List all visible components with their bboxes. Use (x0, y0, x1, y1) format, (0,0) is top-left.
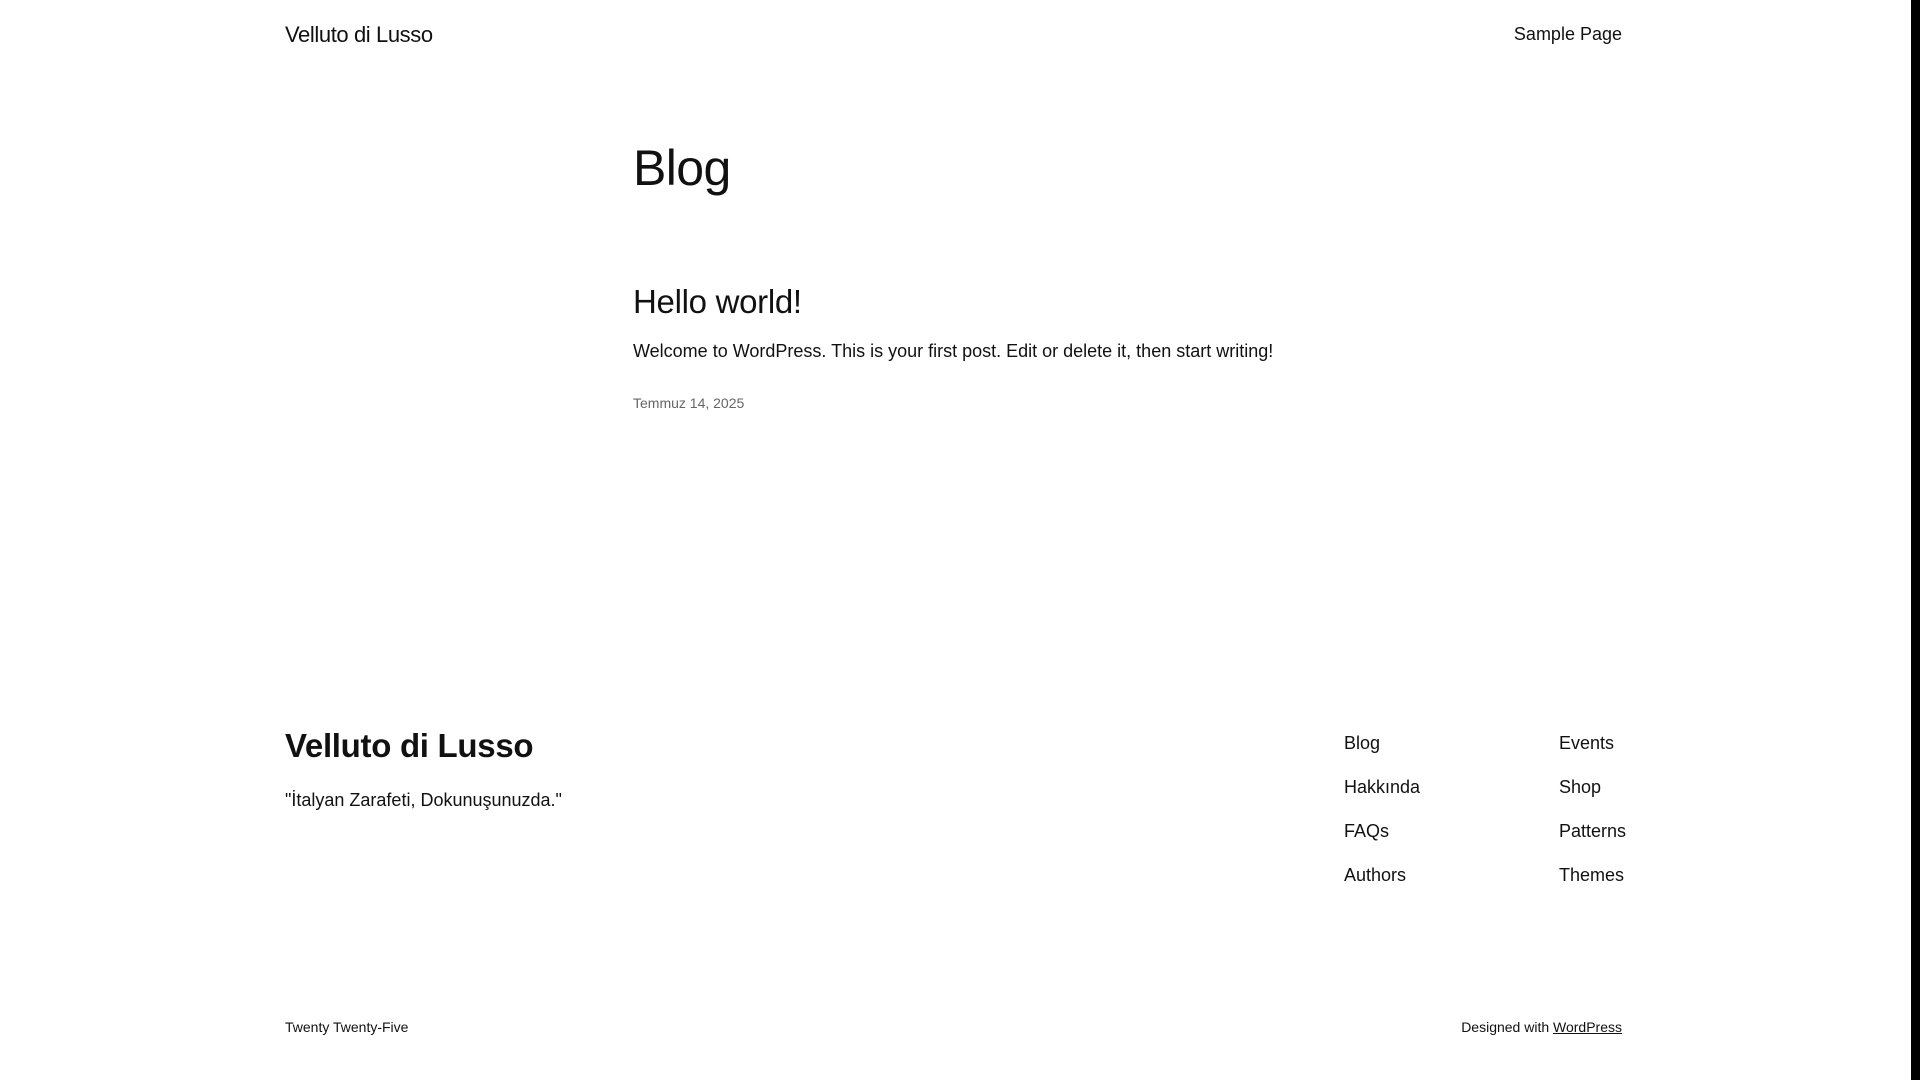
site-title-link[interactable]: Velluto di Lusso (285, 22, 433, 47)
post-title-link[interactable]: Hello world! (633, 283, 802, 320)
footer-nav-item (1559, 775, 1626, 819)
footer-link-authors[interactable]: Authors (1344, 865, 1407, 885)
nav-item-sample-page[interactable]: Sample Page (1513, 24, 1622, 44)
designed-with-credit (1461, 1019, 1622, 1035)
page-title: Blog (633, 140, 731, 196)
post-excerpt: Welcome to WordPress. This is your first post. Edit or delete it, then start writing! (633, 341, 1274, 361)
theme-credit-link[interactable]: Twenty Twenty-Five (285, 1019, 409, 1035)
footer-nav-item (1559, 863, 1626, 907)
footer-nav-column-1 (1344, 731, 1420, 907)
post-date-link[interactable]: Temmuz 14, 2025 (633, 395, 745, 411)
footer-nav-column-2 (1559, 731, 1626, 907)
footer-site-title-link[interactable]: Velluto di Lusso (285, 727, 534, 764)
footer-nav-item (1344, 775, 1420, 819)
footer-nav-item (1344, 731, 1420, 775)
wordpress-link[interactable]: WordPress (1553, 1019, 1622, 1035)
footer-link-patterns[interactable]: Patterns (1559, 821, 1627, 841)
footer-link-themes[interactable]: Themes (1559, 865, 1625, 885)
footer-link-events[interactable]: Events (1559, 733, 1615, 753)
footer-nav-item (1344, 863, 1420, 907)
footer-nav-item (1559, 731, 1626, 775)
designed-with-text: Designed with (1461, 1019, 1550, 1035)
footer-link-hakkinda[interactable]: Hakkında (1344, 777, 1421, 797)
vertical-scrollbar[interactable] (1911, 0, 1920, 1080)
footer-link-faqs[interactable]: FAQs (1344, 821, 1390, 841)
footer-nav-item (1559, 819, 1626, 863)
footer-nav-item (1344, 819, 1420, 863)
footer-tagline: "İtalyan Zarafeti, Dokunuşunuzda." (285, 790, 562, 810)
footer-link-blog[interactable]: Blog (1344, 733, 1381, 753)
footer-link-shop[interactable]: Shop (1559, 777, 1602, 797)
